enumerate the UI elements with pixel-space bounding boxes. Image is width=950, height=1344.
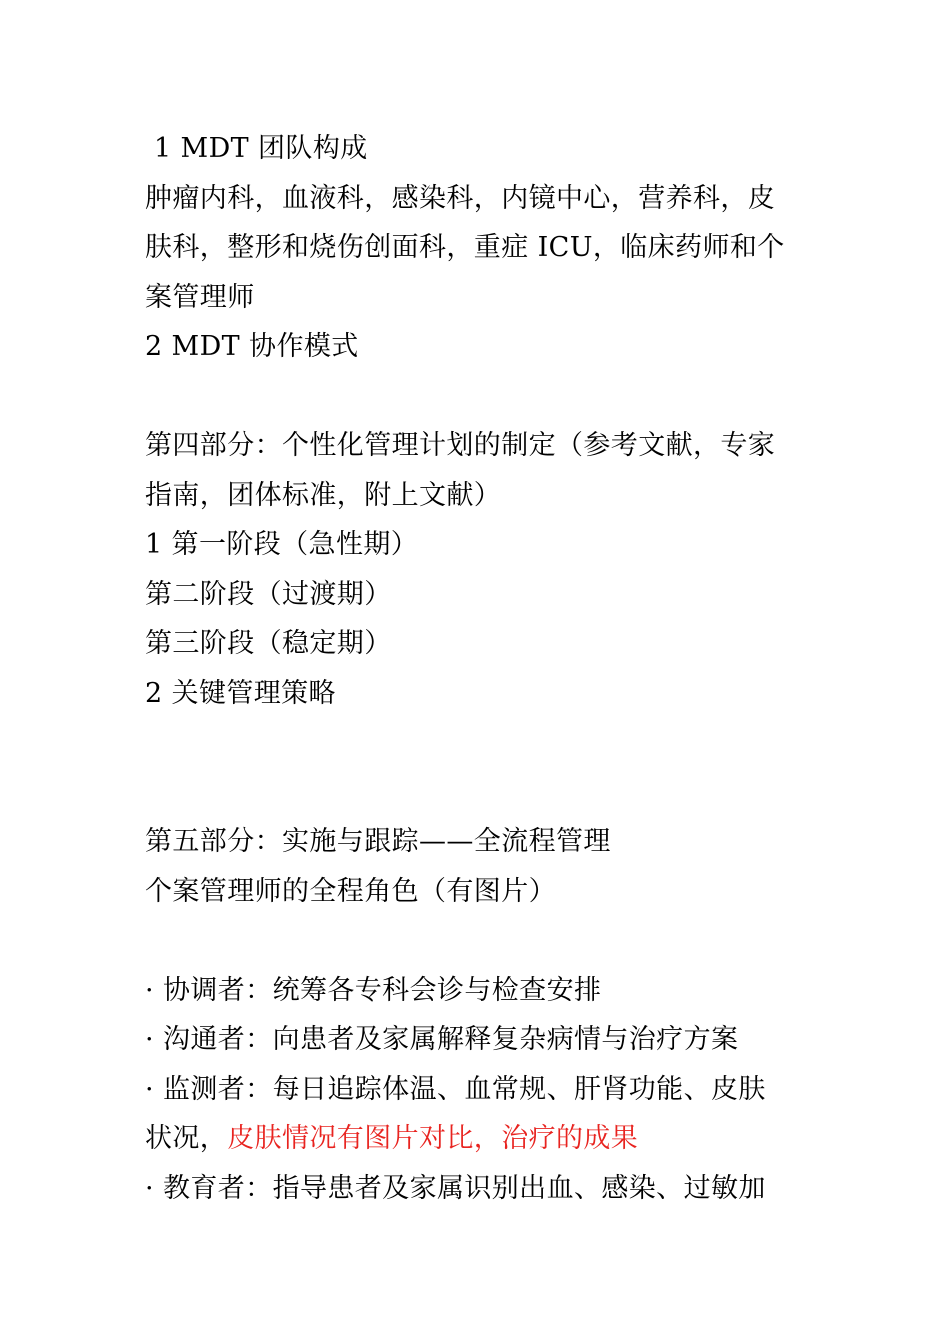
- role-communicator: · 沟通者：向患者及家属解释复杂病情与治疗方案: [145, 1024, 739, 1055]
- stage-1-label: 1 第一阶段（急性期）: [145, 529, 419, 560]
- role-monitor-line-2: [145, 1114, 810, 1164]
- part4-heading-line-1: 第四部分：个性化管理计划的制定（参考文献，专家: [145, 430, 776, 461]
- blank-line: [145, 718, 810, 768]
- stage-2-label: 第二阶段（过渡期）: [145, 578, 392, 610]
- mdt-team-body-line-1: 肿瘤内科，血液科，感染科，内镜中心，营养科，皮: [145, 182, 776, 214]
- mdt-mode-heading: 2 MDT 协作模式: [145, 331, 359, 362]
- document-content: [145, 124, 810, 1213]
- part5-heading: 第五部分：实施与跟踪——全流程管理: [145, 826, 611, 857]
- stage-3-label: 第三阶段（稳定期）: [145, 628, 392, 659]
- blank-line: [145, 916, 810, 966]
- part4-heading-line-2: 指南，团体标准，附上文献）: [145, 479, 502, 511]
- strategy-heading: 2 关键管理策略: [145, 677, 336, 709]
- blank-line: [145, 768, 810, 818]
- mdt-team-heading: 1 MDT 团队构成: [145, 133, 368, 164]
- mdt-team-body-line-2: 肤科，整形和烧伤创面科，重症 ICU，临床药师和个: [145, 232, 785, 263]
- part5-subheading: 个案管理师的全程角色（有图片）: [145, 875, 556, 907]
- role-educator: · 教育者：指导患者及家属识别出血、感染、过敏加: [145, 1172, 766, 1204]
- role-monitor-line-1: · 监测者：每日追踪体温、血常规、肝肾功能、皮肤: [145, 1073, 766, 1105]
- role-coordinator: · 协调者：统筹各专科会诊与检查安排: [145, 974, 602, 1006]
- monitor-line-2-prefix: 状况，: [145, 1123, 228, 1154]
- mdt-team-body-line-3: 案管理师: [145, 281, 255, 313]
- skin-photo-highlight-note: 皮肤情况有图片对比，治疗的成果: [227, 1123, 639, 1154]
- blank-line: [145, 372, 810, 422]
